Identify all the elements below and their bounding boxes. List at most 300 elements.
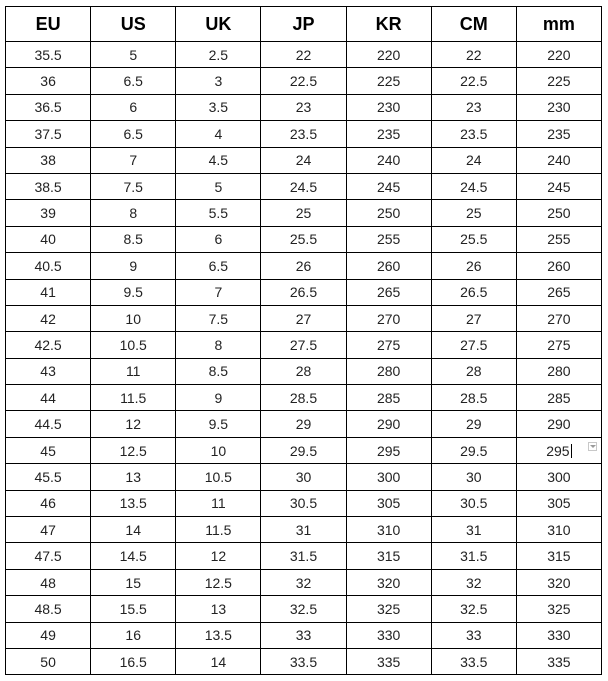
table-cell-eu[interactable] xyxy=(6,253,91,279)
cell-value: 32 xyxy=(465,574,482,591)
cell-value: 24 xyxy=(465,152,482,169)
column-header-us[interactable]: US xyxy=(91,7,176,42)
cell-value: 32.5 xyxy=(289,600,318,617)
table-cell-mm[interactable] xyxy=(516,121,601,147)
table-cell-kr[interactable] xyxy=(346,173,431,199)
cell-value: 11 xyxy=(125,363,141,380)
table-cell-kr[interactable] xyxy=(346,517,431,543)
table-cell-cm[interactable] xyxy=(431,385,516,411)
table-cell-cm[interactable] xyxy=(431,279,516,305)
cell-value: 225 xyxy=(547,73,571,90)
column-header-jp[interactable]: JP xyxy=(261,7,346,42)
table-cell-us[interactable] xyxy=(91,648,176,674)
cell-value: 265 xyxy=(547,284,571,301)
table-cell-uk[interactable] xyxy=(176,648,261,674)
cell-value: 230 xyxy=(376,99,401,116)
cell-value: 33 xyxy=(295,627,312,644)
table-cell-kr[interactable] xyxy=(346,94,431,120)
table-cell-cm[interactable] xyxy=(431,305,516,331)
table-cell-kr[interactable] xyxy=(346,385,431,411)
cell-value: 12.5 xyxy=(204,574,232,591)
table-cell-cm[interactable] xyxy=(431,68,516,94)
cell-value: 6.5 xyxy=(208,257,229,274)
table-cell-eu[interactable] xyxy=(6,622,91,648)
cell-value: 22 xyxy=(295,46,312,63)
cell-value: 23 xyxy=(295,99,312,116)
cell-value: 295 xyxy=(546,442,570,459)
table-cell-eu[interactable] xyxy=(6,279,91,305)
table-cell-kr[interactable] xyxy=(346,464,431,490)
cell-value: 14.5 xyxy=(119,548,147,565)
table-cell-mm[interactable] xyxy=(516,279,601,305)
cell-value: 9.5 xyxy=(208,416,229,433)
table-cell-kr[interactable] xyxy=(346,253,431,279)
cell-value: 11 xyxy=(211,495,226,512)
table-cell-jp[interactable] xyxy=(261,121,346,147)
table-cell-mm[interactable] xyxy=(516,543,601,569)
cell-value: 6 xyxy=(129,99,138,116)
cell-value: 41 xyxy=(40,284,56,301)
table-cell-jp[interactable] xyxy=(261,200,346,226)
cell-value: 23.5 xyxy=(460,125,488,142)
table-cell-eu[interactable] xyxy=(6,490,91,516)
table-cell-mm[interactable] xyxy=(516,226,601,252)
table-body xyxy=(6,42,602,675)
cell-value: 14 xyxy=(210,653,227,670)
table-cell-mm[interactable] xyxy=(516,200,601,226)
cell-value: 7 xyxy=(129,152,138,169)
table-cell-kr[interactable] xyxy=(346,68,431,94)
table-cell-cm[interactable] xyxy=(431,490,516,516)
cell-value: 25 xyxy=(295,205,312,222)
table-cell-eu[interactable] xyxy=(6,569,91,595)
table-cell-jp[interactable] xyxy=(261,173,346,199)
table-cell-uk[interactable] xyxy=(176,411,261,437)
cell-value: 31 xyxy=(295,521,312,538)
table-cell-jp[interactable] xyxy=(261,437,346,463)
table-cell-uk[interactable] xyxy=(176,226,261,252)
table-cell-kr[interactable] xyxy=(346,121,431,147)
table-cell-kr[interactable] xyxy=(346,147,431,173)
table-cell-jp[interactable] xyxy=(261,279,346,305)
table-cell-mm[interactable] xyxy=(516,42,601,68)
cell-value: 22 xyxy=(465,46,482,63)
table-cell-uk[interactable] xyxy=(176,543,261,569)
cell-value: 335 xyxy=(376,653,401,670)
table-cell-us[interactable] xyxy=(91,121,176,147)
table-cell-jp[interactable] xyxy=(261,42,346,68)
table-cell-cm[interactable] xyxy=(431,42,516,68)
table-row xyxy=(6,279,602,305)
table-cell-cm[interactable] xyxy=(431,569,516,595)
table-cell-mm[interactable] xyxy=(516,648,601,674)
cell-value: 13 xyxy=(210,600,227,617)
table-cell-mm[interactable] xyxy=(516,305,601,331)
table-cell-mm[interactable] xyxy=(516,332,601,358)
cell-value: 29.5 xyxy=(460,442,488,459)
cell-value: 7 xyxy=(214,284,223,301)
cell-value: 8 xyxy=(129,205,138,222)
table-cell-cm[interactable] xyxy=(431,173,516,199)
table-row xyxy=(6,147,602,173)
cell-value: 26 xyxy=(295,257,312,274)
table-cell-kr[interactable] xyxy=(346,569,431,595)
table-cell-cm[interactable] xyxy=(431,437,516,463)
cell-value: 13 xyxy=(125,468,141,485)
cell-value: 40.5 xyxy=(34,257,62,274)
cell-value: 5.5 xyxy=(208,205,229,222)
table-cell-uk[interactable] xyxy=(176,305,261,331)
table-cell-mm[interactable] xyxy=(516,596,601,622)
table-cell-mm[interactable] xyxy=(516,517,601,543)
table-row xyxy=(6,517,602,543)
cell-value: 275 xyxy=(547,336,571,353)
table-cell-eu[interactable] xyxy=(6,543,91,569)
table-cell-us[interactable] xyxy=(91,332,176,358)
table-cell-uk[interactable] xyxy=(176,42,261,68)
table-cell-cm[interactable] xyxy=(431,543,516,569)
table-cell-eu[interactable] xyxy=(6,517,91,543)
column-header-uk[interactable]: UK xyxy=(176,7,261,42)
table-cell-eu[interactable] xyxy=(6,332,91,358)
table-row xyxy=(6,464,602,490)
cell-value: 5 xyxy=(214,178,223,195)
table-cell-eu[interactable] xyxy=(6,385,91,411)
cell-value: 310 xyxy=(376,521,401,538)
table-cell-mm[interactable] xyxy=(516,569,601,595)
size-conversion-table xyxy=(5,6,602,675)
cell-value: 24.5 xyxy=(289,178,318,195)
cell-value: 250 xyxy=(547,205,571,222)
table-cell-mm[interactable] xyxy=(516,253,601,279)
cell-value: 29 xyxy=(295,416,312,433)
table-cell-eu[interactable] xyxy=(6,147,91,173)
cell-value: 27 xyxy=(295,310,312,327)
cell-value: 330 xyxy=(376,627,401,644)
table-cell-eu[interactable] xyxy=(6,173,91,199)
table-cell-eu[interactable] xyxy=(6,596,91,622)
table-cell-jp[interactable] xyxy=(261,596,346,622)
table-cell-cm[interactable] xyxy=(431,94,516,120)
table-cell-mm[interactable] xyxy=(516,173,601,199)
table-cell-cm[interactable] xyxy=(431,622,516,648)
cell-value: 295 xyxy=(376,442,401,459)
table-cell-cm[interactable] xyxy=(431,517,516,543)
table-cell-us[interactable] xyxy=(91,253,176,279)
cell-value: 10 xyxy=(125,310,141,327)
cell-value: 9 xyxy=(129,257,138,274)
table-cell-us[interactable] xyxy=(91,543,176,569)
table-cell-uk[interactable] xyxy=(176,517,261,543)
cell-value: 315 xyxy=(376,548,401,565)
cell-value: 290 xyxy=(376,416,401,433)
table-cell-cm[interactable] xyxy=(431,596,516,622)
cell-value: 12 xyxy=(210,548,227,565)
cell-value: 22.5 xyxy=(460,73,488,90)
column-header-mm[interactable]: mm xyxy=(516,7,601,42)
cell-value: 3.5 xyxy=(208,99,229,116)
cell-value: 220 xyxy=(547,46,571,63)
cell-value: 4.5 xyxy=(208,152,229,169)
table-cell-eu[interactable] xyxy=(6,68,91,94)
table-cell-eu[interactable] xyxy=(6,411,91,437)
table-cell-uk[interactable] xyxy=(176,490,261,516)
table-cell-jp[interactable] xyxy=(261,622,346,648)
table-cell-us[interactable] xyxy=(91,437,176,463)
cell-value: 325 xyxy=(376,600,401,617)
cell-value: 325 xyxy=(547,600,571,617)
table-cell-eu[interactable] xyxy=(6,437,91,463)
cell-value: 31 xyxy=(465,521,482,538)
table-cell-cm[interactable] xyxy=(431,648,516,674)
table-cell-jp[interactable] xyxy=(261,648,346,674)
table-cell-mm[interactable] xyxy=(516,94,601,120)
table-cell-jp[interactable] xyxy=(261,226,346,252)
table-cell-uk[interactable] xyxy=(176,596,261,622)
table-cell-jp[interactable] xyxy=(261,411,346,437)
table-cell-mm[interactable] xyxy=(516,411,601,437)
table-cell-us[interactable] xyxy=(91,147,176,173)
table-cell-eu[interactable] xyxy=(6,42,91,68)
table-cell-jp[interactable] xyxy=(261,569,346,595)
table-row xyxy=(6,42,602,68)
table-cell-kr[interactable] xyxy=(346,648,431,674)
cell-value: 46 xyxy=(40,495,56,512)
column-header-kr[interactable]: KR xyxy=(346,7,431,42)
table-cell-kr[interactable] xyxy=(346,596,431,622)
table-cell-us[interactable] xyxy=(91,464,176,490)
chevron-down-icon[interactable] xyxy=(588,442,597,451)
cell-value: 245 xyxy=(376,178,401,195)
cell-value: 220 xyxy=(376,46,401,63)
cell-value: 320 xyxy=(376,574,401,591)
cell-value: 44.5 xyxy=(34,416,62,433)
table-cell-kr[interactable] xyxy=(346,279,431,305)
table-cell-uk[interactable] xyxy=(176,173,261,199)
table-cell-eu[interactable] xyxy=(6,226,91,252)
cell-value: 29.5 xyxy=(289,442,318,459)
table-cell-jp[interactable] xyxy=(261,385,346,411)
table-cell-kr[interactable] xyxy=(346,437,431,463)
table-cell-eu[interactable] xyxy=(6,648,91,674)
table-cell-kr[interactable] xyxy=(346,226,431,252)
table-cell-us[interactable] xyxy=(91,358,176,384)
table-cell-uk[interactable] xyxy=(176,253,261,279)
table-cell-us[interactable] xyxy=(91,42,176,68)
active-cell[interactable] xyxy=(516,437,601,463)
table-cell-cm[interactable] xyxy=(431,253,516,279)
table-cell-jp[interactable] xyxy=(261,358,346,384)
table-cell-jp[interactable] xyxy=(261,517,346,543)
cell-value: 270 xyxy=(547,310,571,327)
table-row xyxy=(6,226,602,252)
table-cell-uk[interactable] xyxy=(176,464,261,490)
table-cell-us[interactable] xyxy=(91,305,176,331)
table-cell-cm[interactable] xyxy=(431,411,516,437)
table-cell-us[interactable] xyxy=(91,68,176,94)
cell-value: 15.5 xyxy=(119,600,147,617)
table-cell-eu[interactable] xyxy=(6,464,91,490)
cell-value: 4 xyxy=(214,125,223,142)
table-cell-kr[interactable] xyxy=(346,200,431,226)
table-cell-mm[interactable] xyxy=(516,358,601,384)
cell-value: 12.5 xyxy=(119,442,147,459)
cell-value: 43 xyxy=(40,363,56,380)
table-cell-us[interactable] xyxy=(91,173,176,199)
table-cell-jp[interactable] xyxy=(261,464,346,490)
cell-value: 10.5 xyxy=(204,468,232,485)
cell-value: 27.5 xyxy=(289,336,318,353)
table-cell-uk[interactable] xyxy=(176,385,261,411)
cell-value: 250 xyxy=(376,205,401,222)
cell-value: 265 xyxy=(376,284,401,301)
table-cell-eu[interactable] xyxy=(6,121,91,147)
table-cell-us[interactable] xyxy=(91,94,176,120)
cell-value: 49 xyxy=(40,627,56,644)
table-cell-mm[interactable] xyxy=(516,385,601,411)
table-cell-mm[interactable] xyxy=(516,68,601,94)
table-cell-eu[interactable] xyxy=(6,94,91,120)
table-cell-jp[interactable] xyxy=(261,332,346,358)
cell-value: 285 xyxy=(376,389,401,406)
column-header-cm[interactable]: CM xyxy=(431,7,516,42)
table-cell-uk[interactable] xyxy=(176,68,261,94)
table-cell-uk[interactable] xyxy=(176,94,261,120)
table-cell-kr[interactable] xyxy=(346,42,431,68)
cell-value: 37.5 xyxy=(34,125,62,142)
cell-value: 235 xyxy=(376,125,401,142)
table-cell-uk[interactable] xyxy=(176,437,261,463)
table-cell-us[interactable] xyxy=(91,279,176,305)
table-cell-kr[interactable] xyxy=(346,490,431,516)
cell-value: 10.5 xyxy=(119,336,147,353)
cell-value: 7.5 xyxy=(208,310,229,327)
table-cell-mm[interactable] xyxy=(516,622,601,648)
table-cell-uk[interactable] xyxy=(176,332,261,358)
cell-value: 24.5 xyxy=(460,178,488,195)
table-cell-us[interactable] xyxy=(91,490,176,516)
cell-value: 2.5 xyxy=(208,46,229,63)
table-cell-jp[interactable] xyxy=(261,490,346,516)
cell-value: 38 xyxy=(40,152,56,169)
cell-value: 23 xyxy=(465,99,482,116)
cell-value: 30 xyxy=(465,468,482,485)
cell-value: 3 xyxy=(214,73,223,90)
table-cell-kr[interactable] xyxy=(346,411,431,437)
table-cell-us[interactable] xyxy=(91,411,176,437)
table-cell-us[interactable] xyxy=(91,622,176,648)
table-cell-us[interactable] xyxy=(91,517,176,543)
table-cell-jp[interactable] xyxy=(261,253,346,279)
cell-value: 6.5 xyxy=(123,73,143,90)
table-cell-jp[interactable] xyxy=(261,543,346,569)
table-row xyxy=(6,200,602,226)
table-cell-cm[interactable] xyxy=(431,332,516,358)
table-cell-eu[interactable] xyxy=(6,200,91,226)
cell-value: 285 xyxy=(547,389,571,406)
table-cell-jp[interactable] xyxy=(261,305,346,331)
cell-value: 25.5 xyxy=(460,231,488,248)
cell-value: 15 xyxy=(125,574,141,591)
cell-value: 36.5 xyxy=(34,99,62,116)
table-cell-kr[interactable] xyxy=(346,543,431,569)
table-cell-uk[interactable] xyxy=(176,569,261,595)
table-cell-kr[interactable] xyxy=(346,305,431,331)
table-row xyxy=(6,358,602,384)
table-cell-eu[interactable] xyxy=(6,305,91,331)
cell-value: 240 xyxy=(376,152,401,169)
table-cell-cm[interactable] xyxy=(431,464,516,490)
cell-value: 9.5 xyxy=(123,284,143,301)
cell-value: 28.5 xyxy=(460,389,488,406)
table-cell-eu[interactable] xyxy=(6,358,91,384)
table-row xyxy=(6,173,602,199)
table-cell-uk[interactable] xyxy=(176,147,261,173)
table-cell-us[interactable] xyxy=(91,569,176,595)
cell-value: 26.5 xyxy=(289,284,318,301)
cell-value: 27.5 xyxy=(460,336,488,353)
column-header-eu[interactable]: EU xyxy=(6,7,91,42)
table-cell-cm[interactable] xyxy=(431,358,516,384)
table-cell-us[interactable] xyxy=(91,200,176,226)
table-cell-uk[interactable] xyxy=(176,121,261,147)
cell-value: 24 xyxy=(295,152,312,169)
table-cell-us[interactable] xyxy=(91,226,176,252)
table-cell-jp[interactable] xyxy=(261,68,346,94)
table-cell-uk[interactable] xyxy=(176,279,261,305)
cell-value: 44 xyxy=(40,389,56,406)
cell-value: 230 xyxy=(547,99,571,116)
cell-value: 270 xyxy=(376,310,401,327)
table-cell-us[interactable] xyxy=(91,596,176,622)
table-cell-kr[interactable] xyxy=(346,358,431,384)
cell-value: 48 xyxy=(40,574,56,591)
cell-value: 8.5 xyxy=(123,231,143,248)
table-cell-cm[interactable] xyxy=(431,121,516,147)
cell-value: 245 xyxy=(547,178,571,195)
table-cell-mm[interactable] xyxy=(516,490,601,516)
cell-value: 31.5 xyxy=(460,548,488,565)
cell-value: 16 xyxy=(125,627,141,644)
table-cell-kr[interactable] xyxy=(346,622,431,648)
cell-value: 315 xyxy=(547,548,571,565)
cell-value: 260 xyxy=(376,257,401,274)
table-cell-cm[interactable] xyxy=(431,226,516,252)
table-row xyxy=(6,569,602,595)
cell-value: 300 xyxy=(376,468,401,485)
table-row xyxy=(6,648,602,674)
cell-value: 320 xyxy=(547,574,571,591)
cell-value: 235 xyxy=(547,125,571,142)
cell-value: 42.5 xyxy=(34,336,62,353)
table-cell-mm[interactable] xyxy=(516,464,601,490)
table-row xyxy=(6,253,602,279)
table-cell-cm[interactable] xyxy=(431,147,516,173)
cell-value: 290 xyxy=(547,416,571,433)
table-cell-uk[interactable] xyxy=(176,200,261,226)
table-cell-cm[interactable] xyxy=(431,200,516,226)
table-cell-us[interactable] xyxy=(91,385,176,411)
table-row xyxy=(6,94,602,120)
table-cell-jp[interactable] xyxy=(261,147,346,173)
table-cell-uk[interactable] xyxy=(176,622,261,648)
cell-value: 6.5 xyxy=(123,125,143,142)
table-cell-mm[interactable] xyxy=(516,147,601,173)
table-cell-uk[interactable] xyxy=(176,358,261,384)
cell-value: 310 xyxy=(547,521,571,538)
table-cell-jp[interactable] xyxy=(261,94,346,120)
table-cell-kr[interactable] xyxy=(346,332,431,358)
